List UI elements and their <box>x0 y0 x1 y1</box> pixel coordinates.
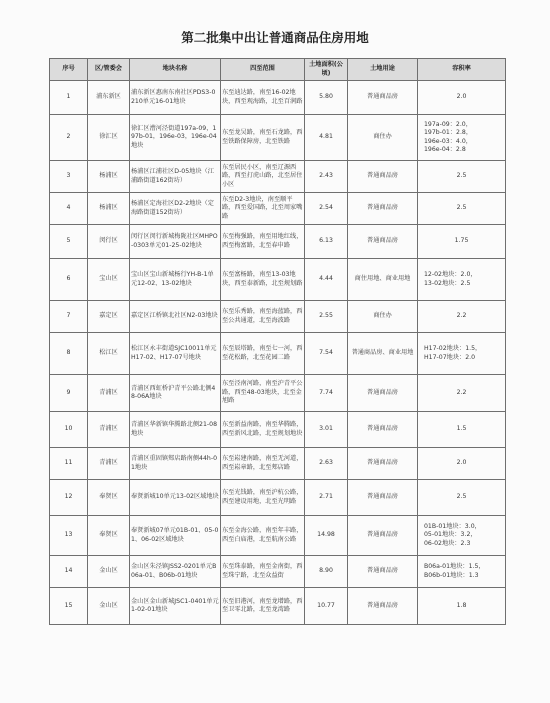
cell-far <box>418 480 506 516</box>
cell-use: 商住办 <box>348 115 418 161</box>
table-row <box>50 412 506 448</box>
cell-area: 10.77 <box>305 588 348 625</box>
cell-district: 金山区 <box>88 556 130 588</box>
cell-no: 13 <box>50 516 88 556</box>
cell-no: 3 <box>50 161 88 193</box>
cell-name: 青浦区西虹桥沪青平公路北侧48-06A地块 <box>130 375 221 412</box>
cell-district: 青浦区 <box>88 448 130 480</box>
far-line: 2.0 <box>456 93 467 101</box>
cell-name: 宝山区宝山新城杨行YH-B-1单元12-02、13-02地块 <box>130 259 221 301</box>
far-line: 2.2 <box>456 388 467 396</box>
header-far: 容积率 <box>418 59 506 81</box>
far-line: B06a-01地块：1.5， <box>424 563 485 571</box>
cell-area: 2.54 <box>305 193 348 225</box>
cell-area: 6.13 <box>305 225 348 259</box>
cell-use: 普通商品房 <box>348 556 418 588</box>
cell-far <box>418 333 506 375</box>
cell-district: 宝山区 <box>88 259 130 301</box>
cell-no: 5 <box>50 225 88 259</box>
table-row <box>50 516 506 556</box>
cell-name: 金山区金山新城JSC1-0401单元1-02-01地块 <box>130 588 221 625</box>
table-row <box>50 301 506 333</box>
header-no: 序号 <box>50 59 88 81</box>
cell-name: 浦东新区惠南东南社区PDS3-0210单元16-01地块 <box>130 81 221 115</box>
table-row <box>50 480 506 516</box>
cell-no: 2 <box>50 115 88 161</box>
cell-no: 14 <box>50 556 88 588</box>
cell-bounds: 东至居民小区，南至辽源西路，西至打虎山路，北至居住小区 <box>221 161 305 193</box>
header-area: 土地面积(公顷) <box>305 59 348 81</box>
cell-area: 14.98 <box>305 516 348 556</box>
cell-no: 9 <box>50 375 88 412</box>
cell-far <box>418 161 506 193</box>
far-line: 196e-03：4.0， <box>424 137 472 145</box>
cell-name: 奉贤新城10单元13-02区域地块 <box>130 480 221 516</box>
cell-no: 6 <box>50 259 88 301</box>
far-line: 13-02地块：2.5 <box>424 279 471 287</box>
cell-area: 8.90 <box>305 556 348 588</box>
cell-no: 1 <box>50 81 88 115</box>
cell-use: 普通商品房 <box>348 375 418 412</box>
cell-far <box>418 301 506 333</box>
cell-use: 普通商品房 <box>348 480 418 516</box>
far-line: 12-02地块：2.0， <box>424 271 477 279</box>
far-line: 2.5 <box>456 493 467 501</box>
cell-area: 2.63 <box>305 448 348 480</box>
cell-far <box>418 448 506 480</box>
far-line: 2.5 <box>456 204 467 212</box>
far-line: 2.2 <box>456 312 467 320</box>
cell-use: 普通商品房 <box>348 225 418 259</box>
page-title: 第二批集中出让普通商品住房用地 <box>181 30 369 45</box>
cell-use: 普通商品房 <box>348 412 418 448</box>
far-line: B06b-01地块：1.3 <box>424 571 479 579</box>
cell-bounds: 东至迪达路，南至16-02地块，西至观海路，北至百润路 <box>221 81 305 115</box>
cell-bounds: 东至富杨路，南至13-03地块，西至泰新路，北至规划路 <box>221 259 305 301</box>
cell-use: 普通商品房、商业用地 <box>348 333 418 375</box>
cell-bounds: 东至崧建南路，南至无河道，西至崧章路，北至郏店路 <box>221 448 305 480</box>
cell-no: 11 <box>50 448 88 480</box>
cell-no: 15 <box>50 588 88 625</box>
far-line: 06-02地块：2.3 <box>424 539 471 547</box>
cell-bounds: 东至金海公路，南至年丰路，西至白庙港，北至航南公路 <box>221 516 305 556</box>
cell-bounds: 东至龙吴路，南至石龙路，西至铁路保障房，北至铁路 <box>221 115 305 161</box>
cell-no: 7 <box>50 301 88 333</box>
cell-use: 普通商品房 <box>348 516 418 556</box>
cell-bounds: 东至辰塔路，南至七一河，西至花松路，北至花园二路 <box>221 333 305 375</box>
far-line: 2.5 <box>456 172 467 180</box>
cell-area: 2.43 <box>305 161 348 193</box>
cell-district: 杨浦区 <box>88 161 130 193</box>
far-line: 196e-04：2.8 <box>424 145 466 153</box>
cell-bounds: 东至D2-3地块，南至顺平路，西至爱国路，北至周家嘴路 <box>221 193 305 225</box>
cell-name: 闵行区闵行新城梅陇社区MHPO-0303单元01-25-02地块 <box>130 225 221 259</box>
table-row <box>50 588 506 625</box>
cell-far <box>418 556 506 588</box>
cell-name: 金山区朱泾镇JSS2-0201单元B06a-01、B06b-01地块 <box>130 556 221 588</box>
cell-use: 普通商品房 <box>348 81 418 115</box>
header-district: 区/管委会 <box>88 59 130 81</box>
far-line: H17-02地块：1.5， <box>424 345 482 353</box>
cell-far <box>418 516 506 556</box>
cell-bounds: 东至新益南路，南至华腾路，西至新风北路，北至规划地块 <box>221 412 305 448</box>
table-row <box>50 333 506 375</box>
cell-area: 5.80 <box>305 81 348 115</box>
cell-use: 普通商品房 <box>348 161 418 193</box>
header-name: 地块名称 <box>130 59 221 81</box>
cell-name: 杨浦区江浦社区D-05地块（江浦路街道162街坊） <box>130 161 221 193</box>
table-row <box>50 259 506 301</box>
cell-district: 徐汇区 <box>88 115 130 161</box>
cell-district: 奉贤区 <box>88 516 130 556</box>
cell-name: 徐汇区漕河泾街道197a-09，197b-01，196e-03，196e-04地块 <box>130 115 221 161</box>
table-row <box>50 225 506 259</box>
cell-no: 8 <box>50 333 88 375</box>
cell-name: 松江区永丰街道SJC10011单元H17-02、H17-07号地块 <box>130 333 221 375</box>
table-row <box>50 375 506 412</box>
cell-bounds: 东至旧港河，南至龙增路，西至卫零北路，北至龙湾路 <box>221 588 305 625</box>
header-bounds: 四至范围 <box>221 59 305 81</box>
far-line: 197b-01：2.8， <box>424 129 473 137</box>
cell-far <box>418 259 506 301</box>
cell-far <box>418 588 506 625</box>
cell-district: 嘉定区 <box>88 301 130 333</box>
cell-area: 4.81 <box>305 115 348 161</box>
far-line: 197a-09：2.0， <box>424 120 472 128</box>
cell-area: 2.55 <box>305 301 348 333</box>
cell-area: 7.54 <box>305 333 348 375</box>
cell-bounds: 东至泾南河路，南至沪青平公路，西至48-03地块，北至金旭路 <box>221 375 305 412</box>
cell-use: 商住用地、商业用地 <box>348 259 418 301</box>
table-header-row <box>50 59 506 81</box>
cell-bounds: 东至梅强路，南至用地红线，西至梅富路，北至春申路 <box>221 225 305 259</box>
table-row <box>50 193 506 225</box>
land-table <box>49 58 506 625</box>
cell-area: 2.71 <box>305 480 348 516</box>
cell-district: 杨浦区 <box>88 193 130 225</box>
far-line: 01B-01地块：3.0， <box>424 522 481 530</box>
cell-name: 青浦区重固镇郏店路南侧44h-01地块 <box>130 448 221 480</box>
table-row <box>50 161 506 193</box>
header-use: 土地用途 <box>348 59 418 81</box>
far-line: 05-01地块：3.2， <box>424 531 477 539</box>
cell-far <box>418 81 506 115</box>
cell-area: 7.74 <box>305 375 348 412</box>
cell-name: 青浦区华新镇华腾路北侧21-08地块 <box>130 412 221 448</box>
cell-use: 普通商品房 <box>348 588 418 625</box>
far-line: 1.75 <box>454 237 469 245</box>
cell-name: 嘉定区江桥镇北社区N2-03地块 <box>130 301 221 333</box>
far-line: 1.8 <box>456 601 467 609</box>
cell-use: 商住办 <box>348 301 418 333</box>
cell-district: 青浦区 <box>88 375 130 412</box>
table-row <box>50 556 506 588</box>
cell-no: 4 <box>50 193 88 225</box>
cell-name: 杨浦区定海社区D2-2地块（定海路街道152街坊） <box>130 193 221 225</box>
cell-no: 12 <box>50 480 88 516</box>
cell-no: 10 <box>50 412 88 448</box>
cell-district: 金山区 <box>88 588 130 625</box>
cell-district: 青浦区 <box>88 412 130 448</box>
cell-bounds: 东至乐秀路，南至海蓝路，西至公共通道，北至海波路 <box>221 301 305 333</box>
far-line: 1.5 <box>456 425 467 433</box>
cell-area: 4.44 <box>305 259 348 301</box>
cell-far <box>418 115 506 161</box>
table-row <box>50 115 506 161</box>
cell-name: 奉贤新城07单元01B-01、05-01、06-02区域地块 <box>130 516 221 556</box>
table-row <box>50 448 506 480</box>
cell-far <box>418 193 506 225</box>
cell-bounds: 东至珠泰路，南至金南街，西至珠宁路，北至众益街 <box>221 556 305 588</box>
cell-far <box>418 375 506 412</box>
cell-area: 3.01 <box>305 412 348 448</box>
cell-district: 奉贤区 <box>88 480 130 516</box>
table-row <box>50 81 506 115</box>
cell-district: 松江区 <box>88 333 130 375</box>
cell-district: 闵行区 <box>88 225 130 259</box>
cell-bounds: 东至光钱路，南至沪杭公路，西至建设用地，北至光明路 <box>221 480 305 516</box>
cell-use: 普通商品房 <box>348 193 418 225</box>
cell-district: 浦东新区 <box>88 81 130 115</box>
cell-far <box>418 225 506 259</box>
far-line: H17-07地块：2.0 <box>424 353 476 361</box>
cell-use: 普通商品房 <box>348 448 418 480</box>
far-line: 2.0 <box>456 459 467 467</box>
cell-far <box>418 412 506 448</box>
